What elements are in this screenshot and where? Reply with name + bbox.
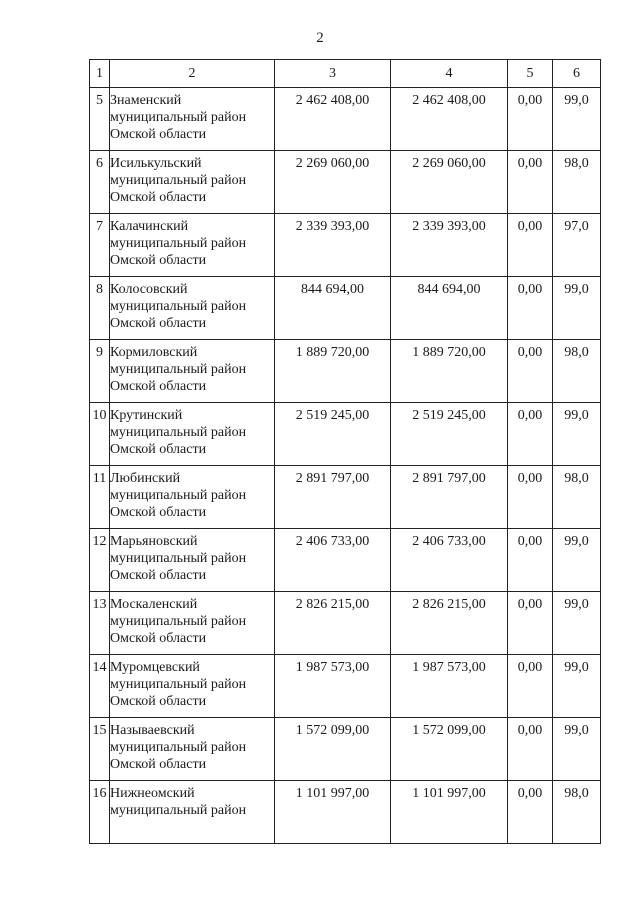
district-name-cell	[110, 529, 275, 592]
row-number-cell: 10	[90, 403, 110, 466]
column-4-value-cell: 2 339 393,00	[391, 214, 508, 277]
row-number-cell: 6	[90, 151, 110, 214]
column-3-value-cell: 2 462 408,00	[275, 88, 391, 151]
column-6-value-cell: 98,0	[553, 781, 601, 844]
district-name-line: муниципальный район	[110, 614, 247, 629]
district-name-line: Омской области	[110, 694, 207, 709]
district-name-cell	[110, 781, 275, 844]
column-header: 5	[508, 60, 553, 88]
column-3-value-cell: 2 269 060,00	[275, 151, 391, 214]
district-name-cell	[110, 214, 275, 277]
row-number-cell: 14	[90, 655, 110, 718]
column-header: 6	[553, 60, 601, 88]
column-6-value-cell: 97,0	[553, 214, 601, 277]
column-header: 2	[110, 60, 275, 88]
row-number-cell: 8	[90, 277, 110, 340]
row-number-cell: 5	[90, 88, 110, 151]
column-4-value-cell: 1 889 720,00	[391, 340, 508, 403]
column-3-value-cell: 844 694,00	[275, 277, 391, 340]
column-header: 3	[275, 60, 391, 88]
district-name-line: муниципальный район	[110, 299, 247, 314]
district-name-line: Омской области	[110, 505, 207, 520]
table-row	[90, 529, 601, 592]
column-6-value-cell: 99,0	[553, 277, 601, 340]
district-name-line: муниципальный район	[110, 740, 247, 755]
column-4-value-cell: 1 101 997,00	[391, 781, 508, 844]
column-5-value-cell: 0,00	[508, 592, 553, 655]
district-name-line: Омской области	[110, 190, 207, 205]
column-3-value-cell: 1 889 720,00	[275, 340, 391, 403]
district-name-line: муниципальный район	[110, 488, 247, 503]
district-name-line: муниципальный район	[110, 236, 247, 251]
data-table	[89, 59, 601, 844]
table-row	[90, 88, 601, 151]
column-3-value-cell: 2 891 797,00	[275, 466, 391, 529]
column-6-value-cell: 99,0	[553, 592, 601, 655]
district-name-line: Омской области	[110, 316, 207, 331]
column-4-value-cell: 1 987 573,00	[391, 655, 508, 718]
table-row	[90, 655, 601, 718]
column-4-value-cell: 2 891 797,00	[391, 466, 508, 529]
column-6-value-cell: 99,0	[553, 718, 601, 781]
district-name-line: муниципальный район	[110, 362, 247, 377]
table-row	[90, 214, 601, 277]
table-row	[90, 340, 601, 403]
district-name-line: муниципальный район	[110, 425, 247, 440]
column-3-value-cell: 1 572 099,00	[275, 718, 391, 781]
district-name-cell	[110, 340, 275, 403]
page-number: 2	[316, 30, 324, 46]
column-5-value-cell: 0,00	[508, 403, 553, 466]
district-name-line: Любинский	[110, 471, 181, 486]
district-name-line: муниципальный район	[110, 173, 247, 188]
table-row	[90, 466, 601, 529]
table-header-row	[90, 60, 601, 88]
column-4-value-cell: 844 694,00	[391, 277, 508, 340]
district-name-line: муниципальный район	[110, 677, 247, 692]
column-header: 1	[90, 60, 110, 88]
district-name-line: Омской области	[110, 757, 207, 772]
column-3-value-cell: 2 406 733,00	[275, 529, 391, 592]
column-6-value-cell: 99,0	[553, 529, 601, 592]
table-row	[90, 718, 601, 781]
row-number-cell: 11	[90, 466, 110, 529]
district-name-cell	[110, 466, 275, 529]
table-row	[90, 151, 601, 214]
district-name-cell	[110, 88, 275, 151]
column-3-value-cell: 2 826 215,00	[275, 592, 391, 655]
district-name-line: Колосовский	[110, 282, 188, 297]
table-row	[90, 592, 601, 655]
district-name-cell	[110, 592, 275, 655]
column-4-value-cell: 2 519 245,00	[391, 403, 508, 466]
column-header: 4	[391, 60, 508, 88]
column-5-value-cell: 0,00	[508, 529, 553, 592]
district-name-line: Омской области	[110, 379, 207, 394]
row-number-cell: 9	[90, 340, 110, 403]
column-4-value-cell: 1 572 099,00	[391, 718, 508, 781]
column-5-value-cell: 0,00	[508, 277, 553, 340]
district-name-line: Муромцевский	[110, 660, 200, 675]
district-name-line: Исилькульский	[110, 156, 202, 171]
district-name-line: Москаленский	[110, 597, 198, 612]
column-5-value-cell: 0,00	[508, 340, 553, 403]
table-row	[90, 277, 601, 340]
column-6-value-cell: 98,0	[553, 151, 601, 214]
district-name-line: Калачинский	[110, 219, 189, 234]
table-row	[90, 781, 601, 844]
district-name-line: Омской области	[110, 442, 207, 457]
district-name-line: Называевский	[110, 723, 195, 738]
column-5-value-cell: 0,00	[508, 655, 553, 718]
column-5-value-cell: 0,00	[508, 718, 553, 781]
row-number-cell: 15	[90, 718, 110, 781]
district-name-cell	[110, 655, 275, 718]
column-6-value-cell: 99,0	[553, 403, 601, 466]
column-3-value-cell: 2 519 245,00	[275, 403, 391, 466]
district-name-line: Марьяновский	[110, 534, 198, 549]
row-number-cell: 12	[90, 529, 110, 592]
district-name-line: муниципальный район	[110, 110, 247, 125]
column-3-value-cell: 1 101 997,00	[275, 781, 391, 844]
district-name-cell	[110, 151, 275, 214]
district-name-line: Кормиловский	[110, 345, 198, 360]
district-name-line: Знаменский	[110, 93, 182, 108]
district-name-line: Крутинский	[110, 408, 183, 423]
district-name-line: муниципальный район	[110, 551, 247, 566]
column-5-value-cell: 0,00	[508, 88, 553, 151]
district-name-line: Омской области	[110, 631, 207, 646]
column-5-value-cell: 0,00	[508, 214, 553, 277]
column-6-value-cell: 99,0	[553, 655, 601, 718]
column-4-value-cell: 2 826 215,00	[391, 592, 508, 655]
district-name-line: Омской области	[110, 253, 207, 268]
column-3-value-cell: 1 987 573,00	[275, 655, 391, 718]
column-6-value-cell: 98,0	[553, 466, 601, 529]
column-5-value-cell: 0,00	[508, 466, 553, 529]
column-6-value-cell: 99,0	[553, 88, 601, 151]
column-5-value-cell: 0,00	[508, 151, 553, 214]
column-4-value-cell: 2 406 733,00	[391, 529, 508, 592]
table-body	[90, 88, 601, 844]
column-4-value-cell: 2 269 060,00	[391, 151, 508, 214]
district-name-cell	[110, 403, 275, 466]
row-number-cell: 7	[90, 214, 110, 277]
column-4-value-cell: 2 462 408,00	[391, 88, 508, 151]
row-number-cell: 13	[90, 592, 110, 655]
district-name-cell	[110, 277, 275, 340]
table-row	[90, 403, 601, 466]
column-6-value-cell: 98,0	[553, 340, 601, 403]
district-name-line: муниципальный район	[110, 803, 247, 818]
row-number-cell: 16	[90, 781, 110, 844]
district-name-line: Омской области	[110, 568, 207, 583]
column-5-value-cell: 0,00	[508, 781, 553, 844]
district-name-line: Омской области	[110, 127, 207, 142]
column-3-value-cell: 2 339 393,00	[275, 214, 391, 277]
district-name-line: Нижнеомский	[110, 786, 195, 801]
district-name-cell	[110, 718, 275, 781]
